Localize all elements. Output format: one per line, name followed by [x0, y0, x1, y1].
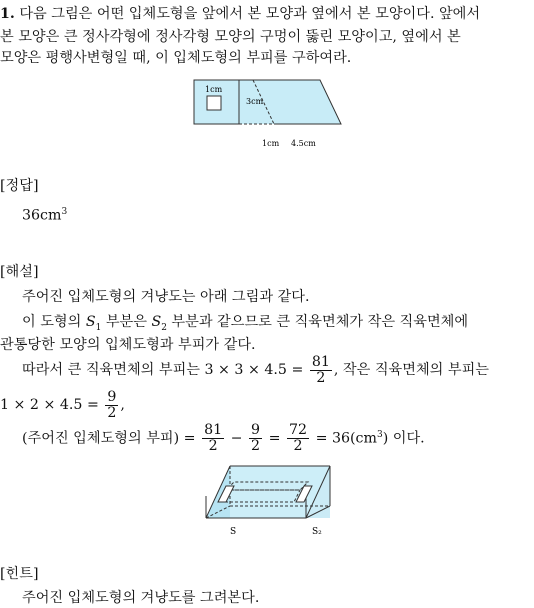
problem-line-3: 모양은 평행사변형일 때, 이 입체도형의 부피를 구하여라.	[0, 50, 352, 66]
problem-text-1: 다음 그림은 어떤 입체도형을 앞에서 본 모양과 옆에서 본 모양이다. 앞에서	[19, 6, 481, 22]
hint-header: [힌트]	[0, 566, 39, 582]
solution-p6: (주어진 입체도형의 부피) = $\frac{81}{2}$ − $\frac{9}{2}$ = $\frac{72}{2}$ = $36(cm^3)$ 이다.	[22, 422, 425, 455]
problem-line-1	[0, 4, 480, 24]
label-s2: S₂	[312, 527, 322, 537]
label-bottom-1cm: 1cm	[262, 139, 280, 148]
solution-p1: 주어진 입체도형의 겨냥도는 아래 그림과 같다.	[22, 289, 310, 305]
fraction-81-2: $\frac{81}{2}$	[311, 353, 330, 386]
fraction-72-2: $\frac{72}{2}$	[289, 422, 308, 455]
solution-header: [해설]	[0, 264, 39, 280]
answer-header: [정답]	[0, 178, 39, 194]
label-s: S	[230, 527, 237, 537]
solid-sketch-figure	[200, 462, 340, 538]
solution-p3: 관통당한 모양의 입체도형과 부피가 같다.	[0, 337, 256, 353]
solution-p2: 이 도형의 $S_1$ 부분은 $S_2$ 부분과 같으므로 큰 직육면체가 작은 직육면체에	[22, 314, 469, 333]
fraction-81-2-b: $\frac{81}{2}$	[204, 422, 223, 455]
problem-number: 1.	[0, 6, 15, 22]
front-view-hole	[207, 96, 221, 110]
label-bottom-45cm: 4.5cm	[291, 139, 316, 148]
answer-value: $36cm^3$	[22, 207, 68, 224]
label-1cm: 1cm	[205, 85, 223, 94]
problem-line-2: 본 모양은 큰 정사각형에 정사각형 모양의 구멍이 뚫린 모양이고, 옆에서 본	[0, 29, 461, 45]
label-3cm: 3cm	[246, 97, 264, 106]
fraction-9-2: $\frac{9}{2}$	[107, 388, 117, 421]
fraction-9-2-b: $\frac{9}{2}$	[251, 422, 261, 455]
solution-p5: 1 × 2 × 4.5 = $\frac{9}{2}$ ,	[0, 388, 125, 421]
solution-p4: 따라서 큰 직육면체의 부피는 3 × 3 × 4.5 = $\frac{81}{2}$ , 작은 직육면체의 부피는	[22, 353, 489, 386]
hint-text: 주어진 입체도형의 겨냥도를 그려본다.	[22, 590, 260, 606]
views-figure	[185, 76, 355, 150]
